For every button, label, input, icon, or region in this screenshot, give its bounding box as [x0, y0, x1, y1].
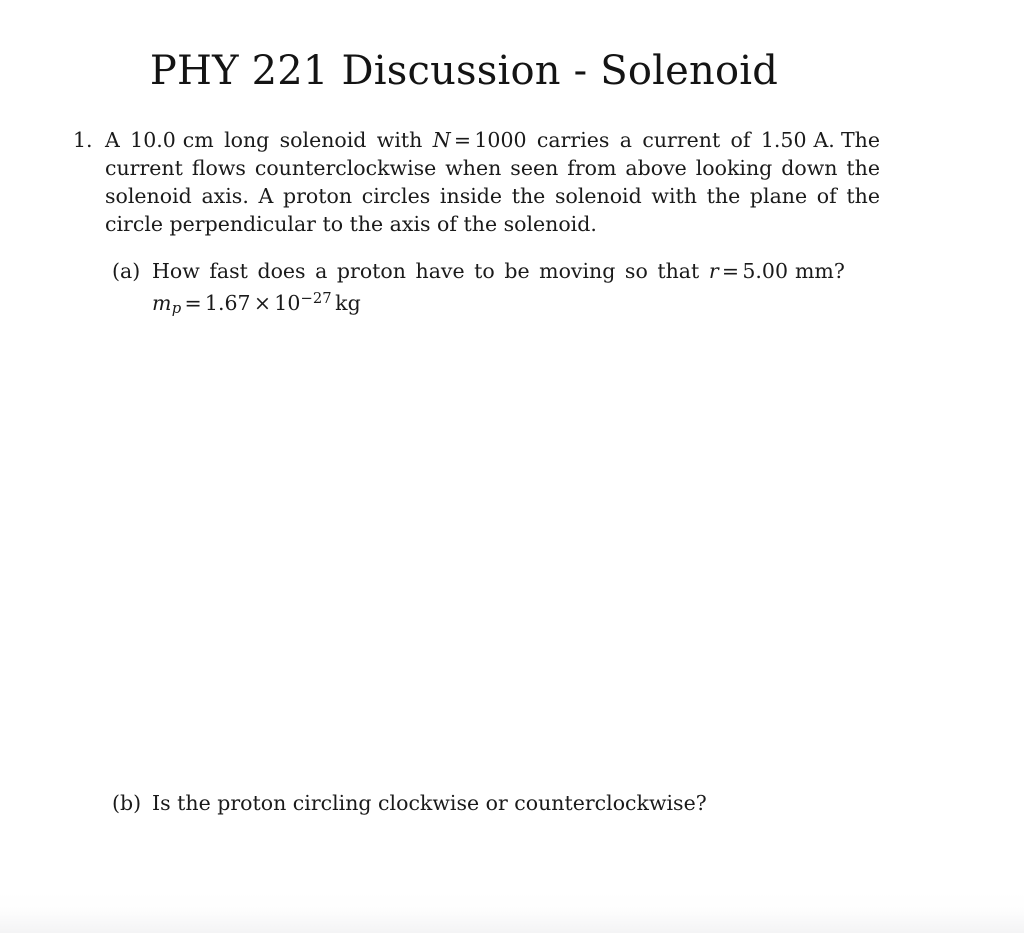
math-variable-m: m: [152, 290, 172, 315]
subpart-a-label: (a): [112, 259, 141, 283]
unit-millimeter: mm?: [794, 259, 845, 283]
unit-ampere: A.: [813, 128, 835, 152]
value-mass-base: 10: [274, 290, 301, 315]
subpart-a: [105, 257, 880, 323]
math-operator-times: ×: [253, 290, 272, 315]
value-mass-mantissa: 1.67: [204, 290, 251, 315]
problem-number: 1.: [73, 128, 93, 152]
value-solenoid-length: 10.0: [130, 128, 176, 152]
text-run-remainder: The current flows counterclockwise when seen from above looking down the solenoid axis. A proton circles inside the solenoid with the plane of the circle perpendicular to the axis of the solenoid.: [105, 128, 880, 236]
value-turns: 1000: [474, 128, 527, 152]
subpart-b-text: Is the proton circling clockwise or counterclockwise?: [152, 791, 707, 816]
subpart-a-lead: How fast does a proton have to be moving so that: [152, 259, 700, 283]
problem-statement-text: [105, 126, 880, 238]
subpart-list: [105, 257, 880, 817]
subpart-a-text: [152, 257, 851, 323]
value-current: 1.50: [760, 128, 807, 152]
text-run-carries: carries a current of: [536, 128, 751, 152]
value-radius: 5.00: [742, 259, 788, 283]
unit-centimeter: cm: [182, 128, 214, 152]
answer-space-a: [105, 323, 880, 789]
text-run-intro: A: [105, 128, 120, 152]
math-operator-equals: =: [721, 259, 740, 283]
math-operator-equals: =: [184, 290, 202, 315]
problem-list: [0, 126, 1024, 817]
text-run-solenoid: long solenoid with: [224, 128, 423, 152]
page-title: PHY 221 Discussion - Solenoid: [149, 48, 779, 94]
math-subscript-p: p: [171, 300, 182, 318]
unit-kilogram: kg: [335, 290, 361, 315]
math-variable-N: N: [432, 128, 451, 152]
subpart-b: [105, 789, 880, 817]
page-bottom-edge: [0, 893, 1024, 933]
math-operator-equals: =: [453, 128, 472, 152]
subpart-b-label: (b): [112, 791, 142, 816]
problem-statement: [105, 126, 880, 238]
math-exponent: −27: [300, 290, 332, 307]
problem-item-1: [0, 126, 1024, 817]
math-variable-r: r: [708, 259, 719, 283]
